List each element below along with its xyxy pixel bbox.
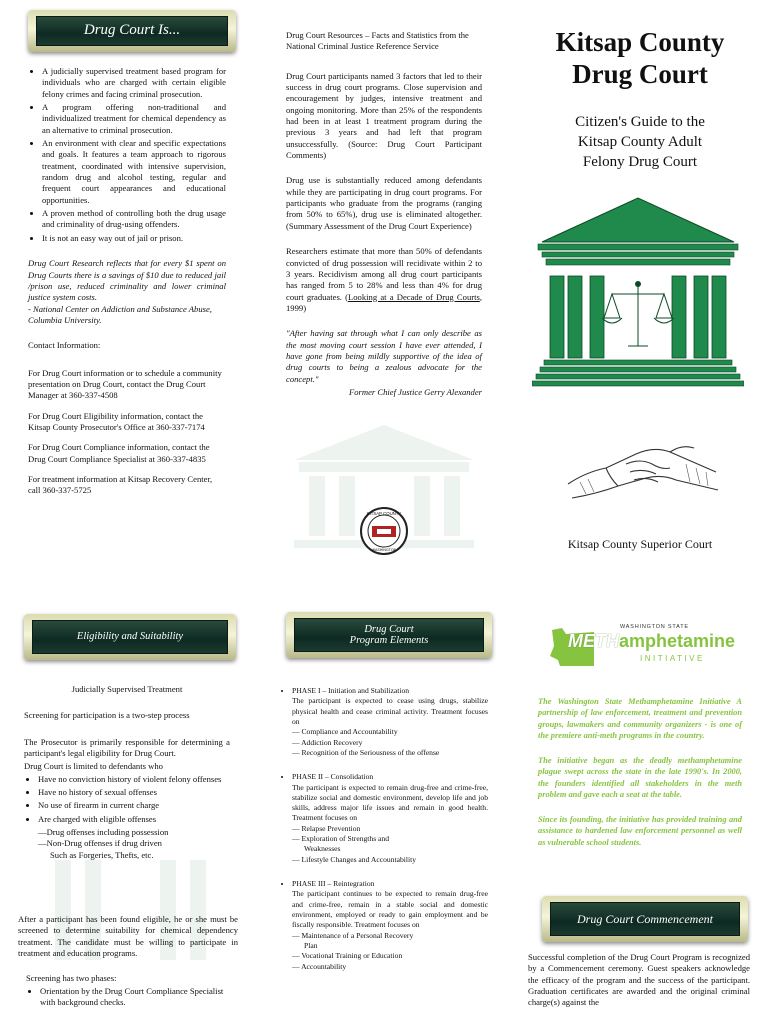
cover-subtitle-line-3: Felony Drug Court <box>582 153 698 170</box>
superior-court-label: Kitsap County Superior Court <box>567 537 713 551</box>
eligibility-title: Eligibility and Suitability <box>76 631 184 643</box>
phase-1-title: • PHASE I – Initiation and Stabilization <box>292 686 410 695</box>
prosecutor-text: The Prosecutor is primarily responsible for determining a participant's legal eligibility for Drug Court. <box>24 736 230 759</box>
phase-3-title: • PHASE III – Reintegration <box>292 879 375 888</box>
panel-program-elements <box>256 600 512 1024</box>
program-elements-header <box>286 612 492 658</box>
seal-top-text: KITSAP COUNTY <box>366 511 402 516</box>
drug-court-is-title: Drug Court Is... <box>83 22 181 39</box>
cover-subtitle-line-2: Kitsap County Adult <box>577 133 703 150</box>
phase-item: Plan <box>304 940 318 950</box>
supervised-heading: Judicially Supervised Treatment <box>71 684 183 694</box>
list-item: • Are charged with eligible offenses <box>38 814 230 825</box>
panel-drug-court-is <box>0 0 256 600</box>
list-item: • A program offering non-traditional and individualized treatment for chemical dependency as an alternative to criminal prosecution. <box>42 102 226 136</box>
commencement-text: Successful completion of the Drug Court Program is recognized by a Commencement ceremony. Guest speakers acknowledge the efficacy of the program and the success of the participant. Graduation certificates are awarded and the original criminal charge(s) against the <box>528 952 750 1008</box>
logo-amph-text: amphetamine <box>619 631 736 651</box>
suitability-text: After a participant has been found eligible, he or she must be screened to determine suitability for chemical dependency treatment. The candidate must be willing to participate in treatment and education programs. <box>18 914 238 959</box>
phases-list <box>18 986 238 1009</box>
eligibility-list <box>24 774 230 825</box>
phase-3 <box>292 879 488 972</box>
logo-state-text: WASHINGTON STATE <box>620 624 689 630</box>
sub-item: —Non-Drug offenses if drug driven <box>38 838 162 849</box>
meth-initiative-logo <box>548 622 748 674</box>
sub-item: —Drug offenses including possession <box>38 827 169 838</box>
quote-attribution: Former Chief Justice Gerry Alexander <box>348 386 482 397</box>
courthouse-scales-icon <box>532 196 744 392</box>
initiative-para-3: Since its founding, the initiative has provided training and assistance to hardened law enforcement personnel as well as vulnerable school students. <box>538 815 742 847</box>
phase-item: Weaknesses <box>304 844 341 854</box>
recidivism-text: Researchers estimate that more than 50% of defendants convicted of drug possession will recidivate within 2 to 3 years. Recidivism among all drug court participants has ranged from 5 to 28% and less than 4% for drug court graduates. <box>286 246 482 302</box>
contact-treatment: For treatment information at Kitsap Recovery Center, call 360-337-5725 <box>28 473 213 496</box>
list-item: • Have no history of sexual offenses <box>38 787 230 798</box>
limited-text: Drug Court is limited to defendants who <box>24 761 163 772</box>
list-item: • A proven method of controlling both the drug usage and criminality of drug-using offenders. <box>42 208 226 231</box>
cover-title-line-2: Drug Court <box>572 59 708 90</box>
seal-bottom-text: WASHINGTON <box>371 548 397 552</box>
eligibility-header <box>24 614 236 660</box>
research-text: Drug Court Research reflects that for every $1 spent on Drug Courts there is a savings of $10 due to reduced jail /prison use, reduced criminality and lower criminal justice system costs. <box>28 258 226 303</box>
contact-prosecutor: For Drug Court Eligibility information, contact the Kitsap County Prosecutor's Office at 360-337-7174 <box>28 410 205 432</box>
commencement-title: Drug Court Commencement <box>577 911 713 926</box>
phase-2-title: • PHASE II – Consolidation <box>292 772 374 782</box>
resources-title: Drug Court Resources – Facts and Statistics from the National Criminal Justice Reference Service <box>286 30 469 52</box>
phase-2 <box>292 772 488 865</box>
logo-meth-text: METH <box>568 631 619 651</box>
drug-use-paragraph: Drug use is substantially reduced among defendants while they are participating in drug court programs. For participants who graduate from the programs (ranging from 50% to 65%), drug use is eliminated altogether. (Summary Assessment of the Drug Court Experience) <box>286 175 482 231</box>
phase-item: — Exploration of Strengths and <box>292 834 390 844</box>
factors-paragraph: Drug Court participants named 3 factors that led to their success in drug court programs. Close supervision and encouragement by judges, intensive treatment and ongoing monitoring. More than 25% of the respondents had been in at least 1 treatment program during the previous 3 years and had left that program unsuccessfully. (Source: Drug Court Participant Comments) <box>286 70 482 161</box>
phase-item: — Lifestyle Changes and Accountability <box>292 854 417 864</box>
panel-meth-initiative <box>512 600 768 1024</box>
contact-label: Contact Information: <box>28 340 101 351</box>
list-item: • Have no conviction history of violent felony offenses <box>38 774 230 785</box>
phase-item: — Vocational Training or Education <box>292 951 403 961</box>
panel-cover <box>512 0 768 600</box>
phase-1 <box>292 686 488 758</box>
cover-subtitle-line-1: Citizen's Guide to the <box>575 114 705 130</box>
phase-item: — Maintenance of a Personal Recovery <box>292 930 414 940</box>
phase-item: — Recognition of the Seriousness of the offense <box>292 747 440 757</box>
recidivism-paragraph: Researchers estimate that more than 50% of defendants convicted of drug possession will recidivate within 2 to 3 years. Recidivism among all drug court participants has ranged from 5 to 28% and less than 4% for drug court graduates. (Looking at a Decade of Drug Courts, 1999) <box>286 246 482 313</box>
phase-1-text: The participant is expected to cease using drugs, stabilize physical health and cease criminal activity. Treatment focuses on <box>292 696 488 726</box>
cover-title-line-1: Kitsap County <box>555 27 725 57</box>
logo-initiative-text: INITIATIVE <box>640 654 705 663</box>
program-elements-title-line-1: Drug Court <box>364 623 414 635</box>
phase-item: — Addiction Recovery <box>292 737 363 747</box>
list-item: • An environment with clear and specific expectations and goals. It features a team approach to rigorous treatment, coordinated with intensive supervision, random drug and alcohol testing, regular and frequent court appearances and educational opportunities. <box>42 138 226 206</box>
panel-eligibility <box>0 600 256 1024</box>
initiative-para-1: The Washington State Methamphetamine Initiative A partnership of law enforcement, treatment and prevention groups, lawmakers and community organizers - is one of the premiere anti-meth programs in the country. <box>538 697 742 740</box>
phase-list <box>282 686 488 972</box>
list-item: • No use of firearm in current charge <box>38 800 230 811</box>
drug-court-is-list <box>28 66 226 244</box>
handshake-icon <box>566 424 726 514</box>
contact-manager: For Drug Court information or to schedule a community presentation on Drug Court, contact the Drug Court Manager at 360-337-4508 <box>28 367 222 401</box>
commencement-header <box>542 896 748 942</box>
sub-item: Such as Forgeries, Thefts, etc. <box>50 849 154 860</box>
cover-subtitle <box>512 113 768 172</box>
phase-item: — Compliance and Accountability <box>292 727 398 737</box>
phase-2-text: The participant is expected to remain drug-free and crime-free, stabilize social and domestic environment, develop life and job skills, address major life issues and remain in good health. Treatment focuses on <box>292 782 488 823</box>
recidivism-source: Looking at a Decade of Drug Courts <box>348 291 480 302</box>
cover-title <box>512 26 768 91</box>
recidivism-year: , 1999) <box>286 291 482 313</box>
justice-quote: "After having sat through what I can only describe as the most moving court session I have ever attended, I have gone from being mildly supportive of the idea of drug courts to being a zealous advocate for the concept." <box>286 328 482 384</box>
phases-label: Screening has two phases: <box>26 973 117 984</box>
program-elements-title-line-2: Program Elements <box>349 635 429 646</box>
screening-text: Screening for participation is a two-step process <box>24 710 190 721</box>
panel-resources <box>256 0 512 600</box>
list-item: • It is not an easy way out of jail or prison. <box>42 233 226 244</box>
phase-item: — Accountability <box>292 961 347 971</box>
phase-item: — Relapse Prevention <box>292 823 361 833</box>
research-source: - National Center on Addiction and Substance Abuse, Columbia University. <box>28 303 212 325</box>
kitsap-county-seal <box>359 506 409 556</box>
drug-court-is-header <box>28 10 236 52</box>
list-item: • Orientation by the Drug Court Compliance Specialist with background checks. <box>40 986 238 1009</box>
list-item: • A judicially supervised treatment based program for individuals who are charged with certain eligible felony crimes and facing criminal prosecution. <box>42 66 226 100</box>
phase-3-text: The participant continues to be expected to remain drug-free and crime-free, remain in a stable social and domestic environment, employed or ready to gain employment and be fiscally responsible. Treatment focuses on <box>292 889 488 930</box>
initiative-para-2: The initiative began as the deadly methamphetamine plague swept across the state in the late 1990's. In 2000, the founders identified all stakeholders in the meth problem and gave each a seat at the table. <box>538 756 742 799</box>
contact-compliance: For Drug Court Compliance information, contact the Drug Court Compliance Specialist at 360-337-4835 <box>28 442 210 464</box>
